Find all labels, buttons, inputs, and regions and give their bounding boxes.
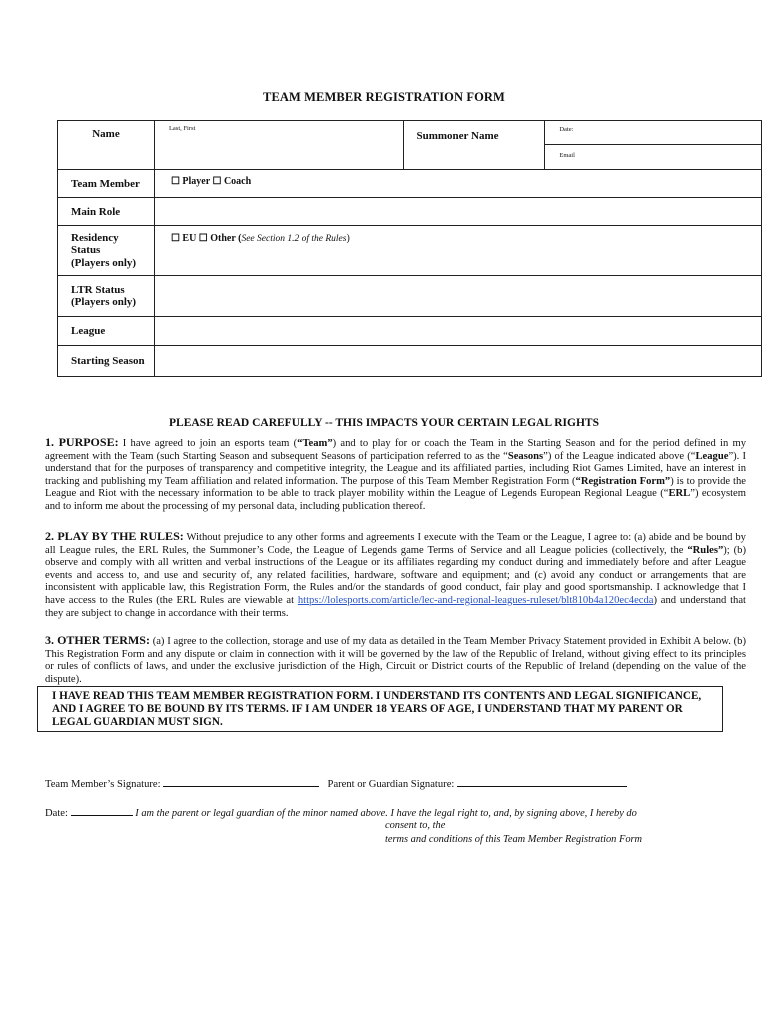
member-signature-label: Team Member’s Signature:	[45, 779, 161, 790]
name-field[interactable]	[154, 121, 403, 170]
name-hint: Last, First	[168, 125, 196, 132]
league-field[interactable]	[154, 317, 761, 346]
league-label: League	[58, 317, 155, 346]
section-play-by-rules: 2. PLAY BY THE RULES: Without prejudice to any other forms and agreements I execute with the Team or the League, I agree to: (a) abide and be bound by all League rules, the ERL Rules, the Summoner’s Code, the League of Legends game Terms of Service and all League policies (collectively, the “Rules”); (b) observe and comply with all written and verbal instructions of the League or its affiliates regarding my conduct during and immediately before and after League events and access to, and use and security of, any related facilities, hardware, software and equipment; and (c) avoid any conduct or arrangements that are inconsistent with applicable law, this Registration Form, the Rules and/or the standards of good conduct, fair play and good sportsmanship. I acknowledge that I have access to the Rules (the ERL Rules are viewable at https://lolesports.com/article/lec-and-regional-leagues-ruleset/blt810b4a120ec4ecda) and understand that they are subject to change in accordance with their terms.	[45, 529, 746, 619]
consent-text-1: I am the parent or legal guardian of the minor named above. I have the legal right to, and, by signing above, I hereby do	[135, 808, 637, 819]
name-label: Name	[58, 121, 155, 170]
section-2-heading: 2. PLAY BY THE RULES:	[45, 529, 184, 543]
main-role-label: Main Role	[58, 198, 155, 226]
team-member-options[interactable]: ☐ Player ☐ Coach	[154, 170, 761, 198]
signature-row	[45, 777, 627, 790]
section-1-heading: 1. PURPOSE:	[45, 435, 119, 449]
date-line[interactable]	[71, 806, 133, 816]
registration-table	[57, 120, 762, 377]
ltr-field[interactable]	[154, 276, 761, 317]
date-row	[45, 806, 637, 819]
legal-heading: PLEASE READ CAREFULLY -- THIS IMPACTS YOUR CERTAIN LEGAL RIGHTS	[169, 417, 599, 429]
residency-options[interactable]: ☐ EU ☐ Other (See Section 1.2 of the Rules)	[154, 226, 761, 276]
consent-text-2: consent to, the	[385, 820, 446, 831]
section-purpose: 1. PURPOSE: I have agreed to join an esports team (“Team”) and to play for or coach the Team in the Starting Season and for the period defined in my agreement with the Team (such Starting Season and subsequent Seasons of participation referred to as the “Seasons”) of the League indicated above (“League”). I understand that for the purposes of transparency and competitive integrity, the League and its affiliated parties, including Riot Games Limited, have an interest in tracking and publishing my Team affiliation and related information. The purpose of this Team Member Registration Form (“Registration Form”) is to provide the League and Riot with the necessary information to be able to track player mobility within the League of Legends European Regional League (“ERL”) ecosystem and to inform me about the processing of my personal data, including publication thereof.	[45, 435, 747, 512]
residency-label: Residency Status (Players only)	[58, 226, 155, 276]
team-member-label: Team Member	[58, 170, 155, 198]
date-email-cell	[545, 121, 762, 170]
consent-text-3: terms and conditions of this Team Member Registration Form	[385, 834, 643, 845]
date-label: Date:	[45, 808, 68, 819]
section-other-terms: 3. OTHER TERMS: (a) I agree to the collection, storage and use of my data as detailed in the Team Member Privacy Statement provided in Exhibit A below. (b) This Registration Form and any dispute or claim in connection with it will be governed by the law of the Republic of Ireland, without giving effect to its principles or rules of conflicts of laws, and under the exclusive jurisdiction of the High, Circuit or District courts of the Republic of Ireland (depending on the value of the dispute).	[45, 633, 746, 685]
date-hint: Date:	[559, 126, 574, 133]
acknowledgement-box: I HAVE READ THIS TEAM MEMBER REGISTRATION FORM. I UNDERSTAND ITS CONTENTS AND LEGAL SIGNIFICANCE, AND I AGREE TO BE BOUND BY ITS TERMS. IF I AM UNDER 18 YEARS OF AGE, I UNDERSTAND THAT MY PARENT OR LEGAL GUARDIAN MUST SIGN.	[37, 686, 723, 732]
rules-link[interactable]: https://lolesports.com/article/lec-and-regional-leagues-ruleset/blt810b4a120ec4ecda	[297, 594, 654, 606]
starting-season-field[interactable]	[154, 346, 761, 377]
email-field[interactable]	[545, 145, 761, 169]
residency-note: See Section 1.2 of the Rules	[241, 234, 347, 244]
main-role-field[interactable]	[154, 198, 761, 226]
member-signature-line[interactable]	[163, 777, 319, 787]
parent-signature-label: Parent or Guardian Signature:	[327, 779, 455, 790]
parent-signature-line[interactable]	[457, 777, 627, 787]
date-field[interactable]	[545, 121, 761, 145]
summoner-label: Summoner Name	[403, 121, 545, 170]
starting-season-label: Starting Season	[58, 346, 155, 377]
ltr-label: LTR Status (Players only)	[58, 276, 155, 317]
email-hint: Email	[559, 152, 575, 159]
form-title: TEAM MEMBER REGISTRATION FORM	[263, 90, 505, 104]
section-3-heading: 3. OTHER TERMS:	[45, 633, 150, 647]
